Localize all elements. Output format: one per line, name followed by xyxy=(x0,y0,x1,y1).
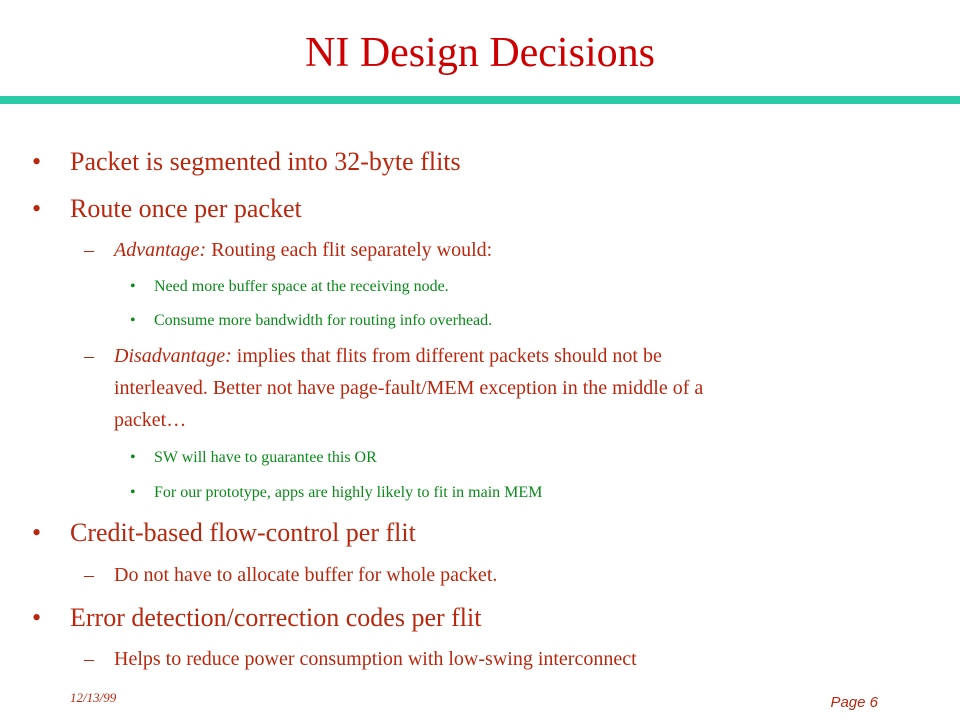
advantage-text: Routing each flit separately would: xyxy=(206,239,493,261)
sub-sub-bullet-bandwidth xyxy=(130,310,493,332)
sub-bullet-power-consumption xyxy=(84,645,637,673)
bullet-dot-icon: • xyxy=(130,449,136,466)
sub-sub-bullet-prototype-apps xyxy=(130,482,543,504)
footer-page-number: Page 6 xyxy=(830,694,878,711)
dash-icon: – xyxy=(84,345,94,367)
disadvantage-text-line3: packet… xyxy=(114,409,187,431)
disadvantage-label: Disadvantage: xyxy=(114,345,232,367)
title-divider xyxy=(0,96,960,104)
bullet-dot-icon: • xyxy=(130,312,136,329)
bullet-dot-icon: • xyxy=(130,278,136,295)
bullet-dot-icon: • xyxy=(32,518,42,547)
dash-icon: – xyxy=(84,564,94,586)
bullet-text: SW will have to guarantee this OR xyxy=(154,449,377,466)
sub-bullet-disadvantage xyxy=(84,342,662,370)
bullet-packet-segmented xyxy=(32,146,461,178)
footer-date: 12/13/99 xyxy=(70,690,117,705)
advantage-label: Advantage: xyxy=(114,239,207,261)
bullet-text: Consume more bandwidth for routing info overhead. xyxy=(154,312,493,329)
dash-icon: – xyxy=(84,239,94,261)
bullet-text: For our prototype, apps are highly likely to fit in main MEM xyxy=(154,484,543,501)
bullet-route-once xyxy=(32,193,302,225)
slide-title: NI Design Decisions xyxy=(305,30,655,76)
bullet-dot-icon: • xyxy=(32,194,42,223)
bullet-text: Helps to reduce power consumption with low-swing interconnect xyxy=(114,648,637,670)
bullet-dot-icon: • xyxy=(32,603,42,632)
bullet-text: Need more buffer space at the receiving node. xyxy=(154,278,449,295)
bullet-error-detection xyxy=(32,602,482,634)
disadvantage-text-line2: interleaved. Better not have page-fault/MEM exception in the middle of a xyxy=(114,377,704,399)
dash-icon: – xyxy=(84,648,94,670)
sub-sub-bullet-sw-guarantee xyxy=(130,447,377,469)
disadvantage-text-line1: implies that flits from different packets should not be xyxy=(231,345,662,367)
bullet-text: Do not have to allocate buffer for whole packet. xyxy=(114,564,498,586)
bullet-text: Packet is segmented into 32-byte flits xyxy=(70,147,461,176)
bullet-text: Route once per packet xyxy=(70,194,302,223)
sub-bullet-allocate-buffer xyxy=(84,561,498,589)
sub-sub-bullet-buffer-space xyxy=(130,276,449,298)
sub-bullet-advantage xyxy=(84,236,493,264)
bullet-text: Error detection/correction codes per flit xyxy=(70,603,482,632)
bullet-text: Credit-based flow-control per flit xyxy=(70,518,416,547)
bullet-credit-flow-control xyxy=(32,517,416,549)
bullet-dot-icon: • xyxy=(32,147,42,176)
bullet-dot-icon: • xyxy=(130,484,136,501)
